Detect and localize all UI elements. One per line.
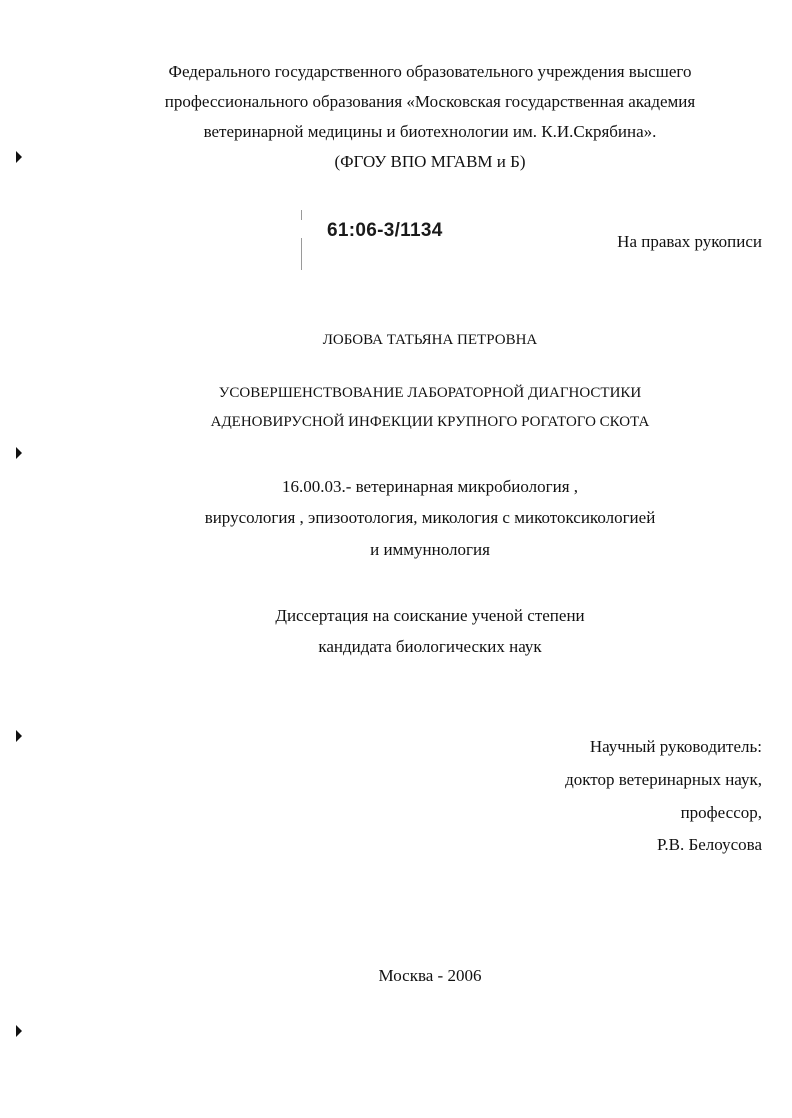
- specialty-line-3: и иммуннология: [370, 540, 490, 559]
- institution-line-3: ветеринарной медицины и биотехнологии им. К.И.Скрябина».: [203, 122, 657, 141]
- dissertation-title-line-2: АДЕНОВИРУСНОЙ ИНФЕКЦИИ КРУПНОГО РОГАТОГО СКОТА: [210, 414, 650, 430]
- specialty-line-1: 16.00.03.- ветеринарная микробиология ,: [281, 477, 579, 496]
- margin-marker-3: [16, 730, 22, 742]
- degree-line-2: кандидата биологических наук: [318, 637, 542, 656]
- supervisor-label: Научный руководитель:: [589, 737, 762, 756]
- place-and-year: Москва - 2006: [378, 966, 482, 985]
- margin-marker-4: [16, 1025, 22, 1037]
- dissertation-title-line-1: УСОВЕРШЕНСТВОВАНИЕ ЛАБОРАТОРНОЙ ДИАГНОСТИКИ: [218, 385, 642, 401]
- supervisor-rank: профессор,: [680, 803, 762, 822]
- supervisor-degree: доктор ветеринарных наук,: [565, 770, 762, 789]
- institution-abbreviation: (ФГОУ ВПО МГАВМ и Б): [334, 152, 526, 171]
- manuscript-note: На правах рукописи: [617, 232, 762, 251]
- margin-marker-1: [16, 151, 22, 163]
- specialty-line-2: вирусология , эпизоотология, микология с микотоксикологией: [204, 508, 656, 527]
- stamp-tick-top: [301, 210, 302, 220]
- institution-line-1: Федерального государственного образовательного учреждения высшего: [168, 62, 692, 81]
- degree-line-1: Диссертация на соискание ученой степени: [275, 606, 585, 625]
- supervisor-name: Р.В. Белоусова: [657, 835, 762, 854]
- author-name: ЛОБОВА ТАТЬЯНА ПЕТРОВНА: [322, 332, 538, 348]
- archive-code-stamp: 61:06-3/1134: [327, 220, 443, 241]
- margin-marker-2: [16, 447, 22, 459]
- stamp-tick-bottom: [301, 238, 302, 270]
- institution-line-2: профессионального образования «Московская государственная академия: [164, 92, 696, 111]
